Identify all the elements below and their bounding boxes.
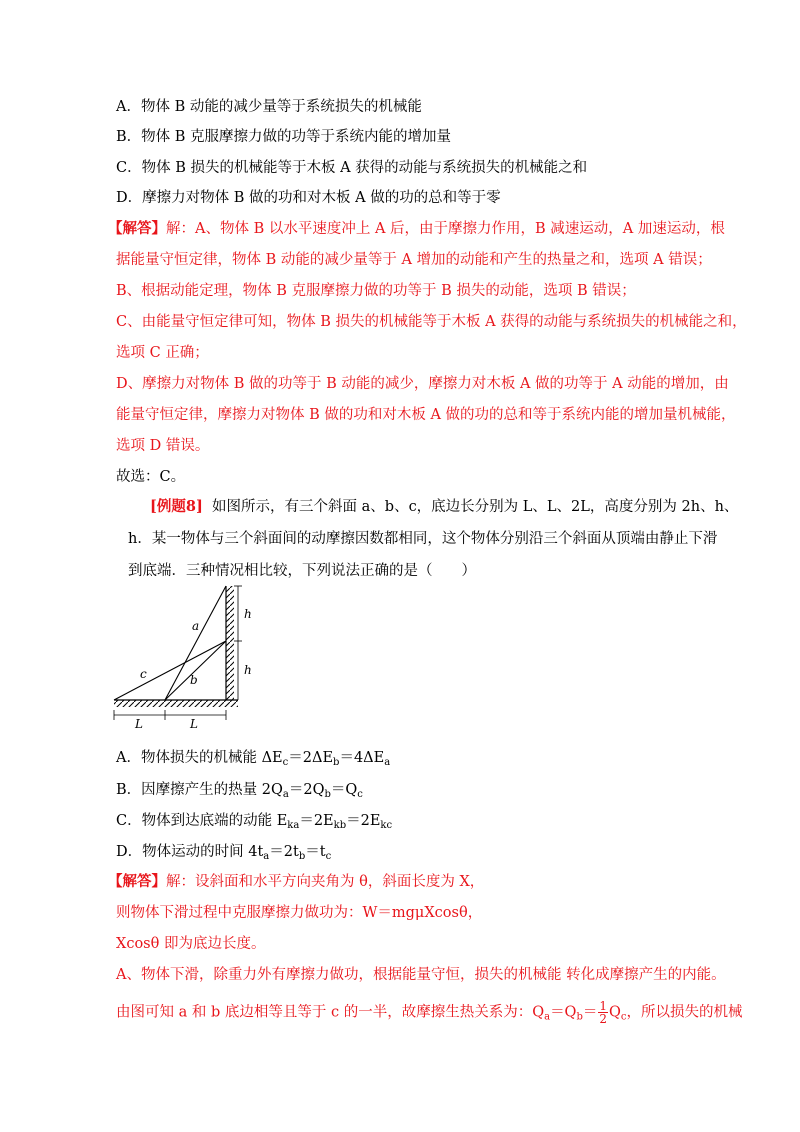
answer-q7-line-8: 选项 D 错误。 bbox=[116, 438, 210, 454]
wall-hatch bbox=[226, 586, 234, 700]
answer-q7-line-6: D、摩擦力对物体 B 做的功等于 B 动能的减少，摩擦力对木板 A 做的功等于 A 动能的增加，由 bbox=[116, 376, 729, 392]
incline-figure bbox=[110, 582, 260, 732]
answer-q7-conclusion: 故选：C。 bbox=[116, 469, 186, 485]
answer-q7-line-4: C、由能量守恒定律可知，物体 B 损失的机械能等于木板 A 获得的动能与系统损失的机械能之和， bbox=[116, 314, 747, 330]
label-c: c bbox=[140, 667, 147, 681]
ground-hatch bbox=[114, 700, 238, 707]
option-q7-a: A．物体 B 动能的减少量等于系统损失的机械能 bbox=[116, 99, 422, 115]
answer-q8-line-5: 由图可知 a 和 b 底边相等且等于 c 的一半，故摩擦生热关系为：$Q_a=Q_b=$ $\frac{1}{2}$ $Q_c$，所以损失的机械 bbox=[116, 999, 743, 1026]
option-q7-b: B．物体 B 克服摩擦力做的功等于系统内能的增加量 bbox=[116, 129, 452, 145]
option-q8-a: A．物体损失的机械能 $\Delta E_c=2\Delta E_b=4\Delta E_a$ bbox=[116, 750, 391, 768]
answer-q7-line-5: 选项 C 正确； bbox=[116, 345, 209, 361]
label-h-top: h bbox=[244, 607, 252, 621]
answer-tag: 【解答】 bbox=[108, 220, 166, 237]
option-q8-c: C．物体到达底端的动能 $E_{ka}=2E_{kb}=2E_{kc}$ bbox=[116, 813, 393, 831]
label-L-right: L bbox=[190, 717, 198, 731]
label-L-left: L bbox=[135, 717, 143, 731]
label-a: a bbox=[192, 619, 200, 633]
answer-q7-line-1: 【解答】解：A、物体 B 以水平速度冲上 A 后，由于摩擦力作用，B 减速运动，A 加速运动，根 bbox=[108, 220, 725, 237]
option-q8-b: B．因摩擦产生的热量 $2Q_a=2Q_b=Q_c$ bbox=[116, 782, 363, 800]
example8-line-2: h．某一物体与三个斜面间的动摩擦因数都相同，这个物体分别沿三个斜面从顶端由静止下滑 bbox=[128, 531, 718, 547]
answer-q8-line-2: 则物体下滑过程中克服摩擦力做功为：W＝mgμXcosθ， bbox=[116, 905, 483, 921]
option-q7-d: D．摩擦力对物体 B 做的功和对木板 A 做的功的总和等于零 bbox=[116, 190, 501, 206]
label-b: b bbox=[190, 673, 198, 687]
answer-q8-line-1: 【解答】解：设斜面和水平方向夹角为 θ，斜面长度为 X， bbox=[108, 873, 485, 890]
option-q8-d: D．物体运动的时间 $4t_a=2t_b=t_c$ bbox=[116, 844, 332, 862]
incline-b bbox=[165, 641, 226, 700]
example-tag: [例题8] bbox=[150, 498, 203, 515]
answer-q7-line-7: 能量守恒定律，摩擦力对物体 B 做的功和对木板 A 做的功的总和等于系统内能的增加量机械能， bbox=[116, 407, 736, 423]
answer-q7-line-2: 据能量守恒定律，物体 B 动能的减少量等于 A 增加的动能和产生的热量之和，选项 A 错误； bbox=[116, 252, 712, 268]
option-q7-c: C．物体 B 损失的机械能等于木板 A 获得的动能与系统损失的机械能之和 bbox=[116, 160, 588, 176]
answer-q7-line-3: B、根据动能定理，物体 B 克服摩擦力做的功等于 B 损失的动能，选项 B 错误； bbox=[116, 283, 636, 299]
example8-line-1: [例题8] 如图所示，有三个斜面 a、b、c，底边长分别为 L、L、2L，高度分别为 2h、h、 bbox=[150, 498, 739, 515]
answer-q8-line-3: Xcosθ 即为底边长度。 bbox=[116, 936, 266, 952]
fraction-one-half: $\frac{1}{2}$ bbox=[599, 999, 607, 1026]
example8-line-3: 到底端．三种情况相比较，下列说法正确的是（ ） bbox=[128, 563, 476, 579]
label-h-bottom: h bbox=[244, 663, 252, 677]
answer-q8-line-4: A、物体下滑，除重力外有摩擦力做功，根据能量守恒，损失的机械能 转化成摩擦产生的内能。 bbox=[116, 967, 726, 983]
